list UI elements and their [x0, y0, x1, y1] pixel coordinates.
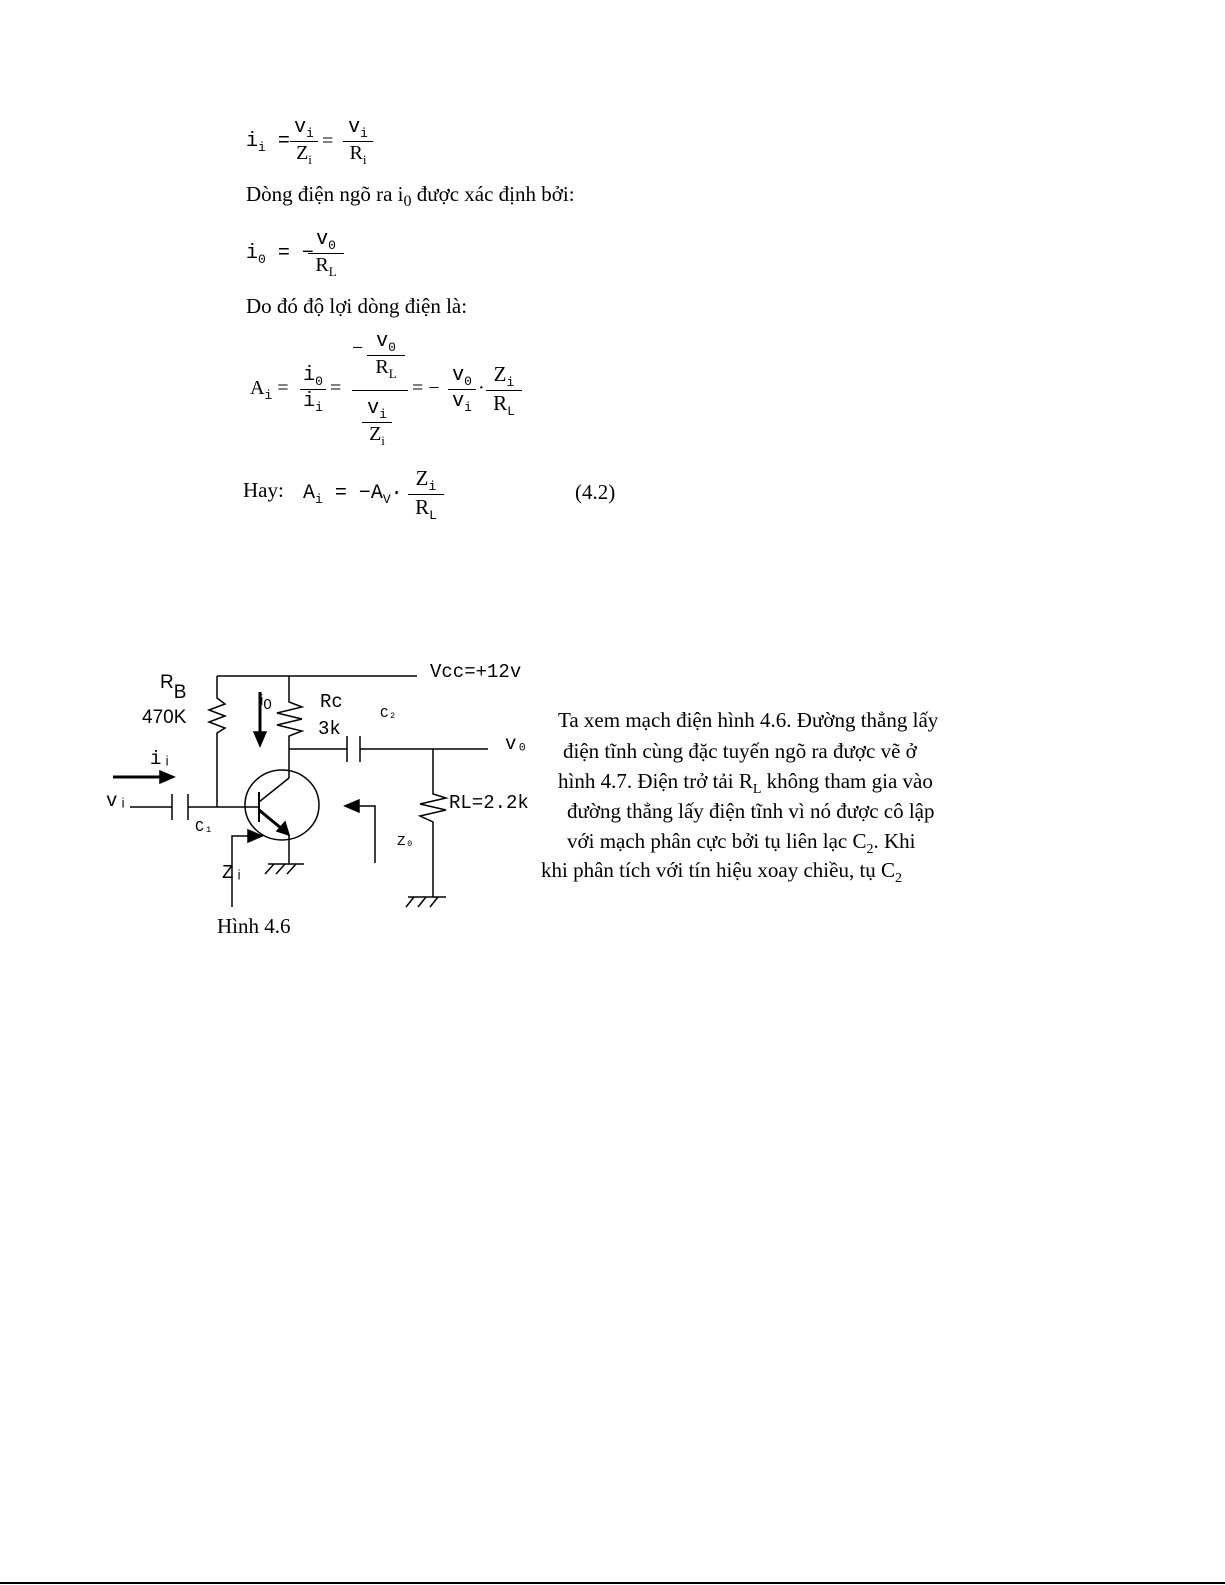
eq-sub: i: [381, 433, 385, 448]
eq-sub: L: [429, 508, 437, 523]
eq-symbol: R: [315, 254, 329, 276]
eq-sub: 0: [315, 374, 323, 389]
vi-label: vᵢ: [106, 790, 129, 812]
eq-operator: = −A: [334, 482, 383, 505]
eq-sub: V: [382, 492, 391, 507]
eq-sub: 0: [464, 374, 472, 389]
paragraph-line: điện tĩnh cùng đặc tuyến ngõ ra được vẽ ở: [563, 739, 917, 763]
eq-symbol: R: [415, 495, 430, 519]
eq-symbol: v: [316, 228, 329, 251]
text: được xác định bởi:: [411, 182, 575, 206]
transistor-collector: [259, 778, 289, 802]
rl-label: RL=2.2k: [449, 792, 529, 814]
equation-number: (4.2): [575, 480, 616, 504]
vcc-label: Vcc=+12v: [430, 661, 522, 683]
eq-symbol: i: [246, 130, 259, 153]
eq-symbol: Z: [415, 466, 429, 490]
eq-sub: i: [306, 126, 314, 141]
eq-sub: 0: [258, 252, 266, 267]
resistor-rl: [420, 749, 446, 897]
resistor-rb: [209, 676, 225, 807]
eq-sub: i: [258, 140, 266, 155]
text: khi phân tích với tín hiệu xoay chiều, tụ C: [541, 858, 896, 882]
rc-label: Rc: [320, 691, 343, 713]
eq-operator: −: [352, 337, 364, 359]
eq-sub: i: [362, 152, 367, 167]
zo-arrow-icon: [345, 800, 375, 863]
eq-symbol: Z: [369, 423, 382, 445]
eq-sub: i: [308, 152, 312, 167]
text: với mạch phân cực bởi tụ liên lạc C: [567, 829, 867, 853]
eq-sub: i: [379, 407, 387, 422]
equation-4-2: $A_i = -A_V\cdot$: [303, 482, 403, 507]
text-line: Do đó độ lợi dòng điện là:: [246, 294, 468, 318]
text: . Khi: [873, 829, 916, 853]
eq-symbol: A: [250, 377, 265, 399]
text: không tham gia vào: [761, 769, 933, 793]
page-bottom-rule: [0, 1582, 1225, 1584]
eq-symbol: Z: [493, 362, 507, 386]
zo-label: Z₀: [397, 834, 414, 850]
paragraph-line: Ta xem mạch điện hình 4.6. Đường thẳng lấy: [558, 708, 939, 732]
eq-symbol: Z: [296, 142, 309, 164]
eq-sub: i: [506, 375, 515, 390]
paragraph-line: đường thẳng lấy điện tĩnh vì nó được cô lập: [567, 799, 935, 823]
text-sub: 0: [403, 193, 412, 210]
figure-caption: Hình 4.6: [217, 914, 291, 938]
eq-symbol: i: [246, 242, 259, 265]
equation-current-gain: $A_i$ =: [250, 377, 289, 403]
paragraph-line: [567, 829, 916, 858]
io-label: [260, 692, 272, 713]
io-symbol: i: [260, 692, 264, 709]
eq-symbol: i: [303, 364, 316, 387]
eq-sub: i: [428, 479, 437, 494]
eq-symbol: v: [294, 116, 307, 139]
eq-symbol: v: [367, 397, 380, 420]
eq-symbol: v: [452, 364, 465, 387]
resistor-rc: [277, 676, 302, 778]
eq-symbol: v: [376, 330, 389, 353]
vo-label: v₀: [505, 733, 528, 755]
eq-operator: = −: [277, 242, 314, 265]
rb-label: [160, 672, 186, 703]
eq-sub: i: [464, 400, 472, 415]
eq-sub: i: [360, 126, 368, 141]
eq-operator: = −: [412, 377, 440, 399]
text-sub: L: [752, 782, 762, 797]
equals: =: [330, 377, 342, 399]
eq-sub: 0: [328, 238, 336, 253]
text: Dòng điện ngõ ra i: [246, 182, 404, 206]
eq-sub: i: [264, 388, 273, 403]
ground-icon: [406, 897, 446, 907]
eq-symbol: R: [493, 391, 508, 415]
eq-sub: i: [315, 400, 323, 415]
eq-sub: i: [315, 492, 323, 507]
eq-sub: L: [507, 404, 515, 419]
eq-symbol: R: [375, 356, 389, 378]
rb-value: 470K: [142, 707, 187, 728]
eq-sub: L: [328, 264, 337, 279]
c1-label: C₁: [195, 819, 214, 836]
ground-icon: [265, 864, 304, 874]
ii-arrow-icon: [113, 771, 174, 783]
dot: ·: [478, 377, 485, 399]
emitter-arrow-icon: [277, 822, 289, 835]
paragraph-line: [558, 769, 933, 798]
equation-input-current: $i_i$ =: [246, 130, 290, 155]
c2-label: C₂: [380, 706, 397, 722]
eq-sub: L: [388, 366, 397, 381]
equals: =: [322, 130, 334, 152]
eq-symbol: i: [303, 390, 316, 413]
paragraph-line: [541, 858, 902, 887]
rc-value: 3k: [318, 718, 341, 740]
text-line: Hay:: [243, 478, 284, 502]
eq-symbol: v: [348, 116, 361, 139]
io-sub: 0: [263, 696, 272, 713]
rb-symbol: R: [160, 672, 174, 693]
eq-symbol: R: [349, 142, 363, 164]
ii-label: iᵢ: [150, 748, 173, 770]
text-sub: 2: [895, 871, 903, 886]
eq-symbol: v: [452, 390, 465, 413]
text-sub: 2: [866, 842, 874, 857]
eq-symbol: A: [303, 482, 316, 505]
zi-label: Zᵢ: [222, 862, 245, 884]
eq-sub: 0: [388, 340, 396, 355]
rb-sub: B: [173, 682, 187, 703]
text: hình 4.7. Điện trở tải R: [558, 769, 753, 793]
